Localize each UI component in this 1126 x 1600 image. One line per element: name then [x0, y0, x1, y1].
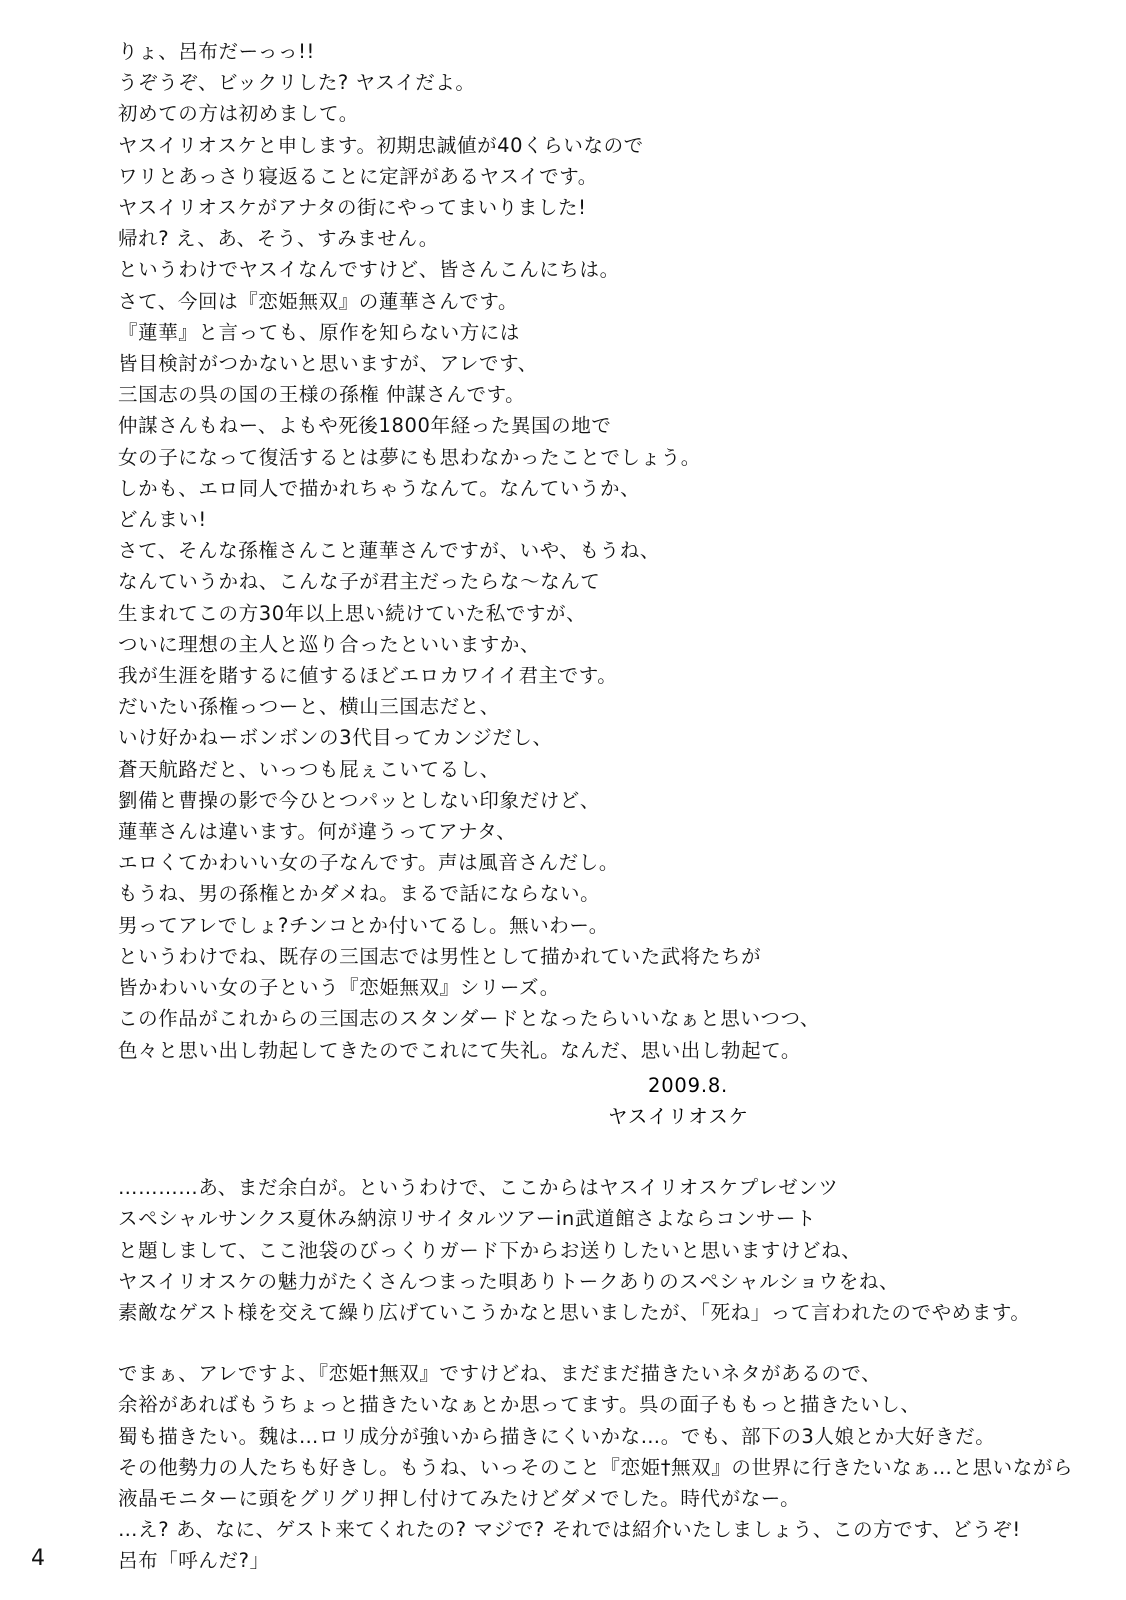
text-line: うぞうぞ、ビックリした? ヤスイだよ。 [118, 71, 476, 95]
text-line: 三国志の呉の国の王様の孫権 仲謀さんです。 [118, 383, 526, 407]
text-line: 女の子になって復活するとは夢にも思わなかったことでしょう。 [118, 445, 701, 469]
text-line: なんていうかね、こんな子が君主だったらな～なんて [118, 570, 601, 594]
text-line: さて、今回は『恋姫無双』の蓮華さんです。 [118, 289, 519, 313]
signature-date: 2009.8. [648, 1073, 729, 1097]
text-line: 蓮華さんは違います。何が違うってアナタ、 [118, 820, 517, 844]
text-line: 生まれてこの方30年以上思い続けていた私ですが、 [118, 601, 587, 625]
text-line: りょ、呂布だーっっ!! [118, 40, 315, 63]
text-line: スペシャルサンクス夏休み納涼リサイタルツアーin武道館さよならコンサート [118, 1207, 817, 1231]
text-line: 『蓮華』と言っても、原作を知らない方には [118, 320, 521, 344]
text-line: 呂布「呼んだ?」 [118, 1549, 270, 1573]
text-line: ワリとあっさり寝返ることに定評があるヤスイです。 [118, 164, 598, 188]
text-line: 劉備と曹操の影で今ひとつパッとしない印象だけど、 [118, 788, 601, 812]
text-line: いけ好かねーボンボンの3代目ってカンジだし、 [118, 726, 553, 750]
text-line: 液晶モニターに頭をグリグリ押し付けてみたけどダメでした。時代がなー。 [118, 1486, 801, 1510]
text-line: でまぁ、アレですよ、『恋姫†無双』ですけどね、まだまだ描きたいネタがあるので、 [118, 1362, 882, 1386]
text-line: というわけでね、既存の三国志では男性として描かれていた武将たちが [118, 944, 762, 968]
text-line: ヤスイリオスケがアナタの街にやってまいりました! [118, 196, 587, 220]
text-line: 皆目検討がつかないと思いますが、アレです、 [118, 352, 538, 376]
text-line: もうね、男の孫権とかダメね。まるで話にならない。 [118, 882, 601, 906]
text-line: 皆かわいい女の子という『恋姫無双』シリーズ。 [118, 976, 560, 1000]
text-line: …え? あ、なに、ゲスト来てくれたの? マジで? それでは紹介いたしましょう、この方です、どうぞ! [118, 1518, 1021, 1542]
afterword-paragraph-1 [118, 36, 1018, 1066]
text-line: しかも、エロ同人で描かれちゃうなんて。なんていうか、 [118, 476, 641, 500]
text-line: というわけでヤスイなんですけど、皆さんこんにちは。 [118, 258, 620, 282]
text-line: さて、そんな孫権さんこと蓮華さんですが、いや、もうね、 [118, 539, 660, 563]
text-line: ついに理想の主人と巡り合ったといいますか、 [118, 632, 541, 656]
spacer [118, 1132, 1018, 1172]
signature-block [118, 1070, 1018, 1132]
text-line: …………あ、まだ余白が。というわけで、ここからはヤスイリオスケプレゼンツ [118, 1176, 839, 1200]
text-line: 蒼天航路だと、いっつも屁ぇこいてるし、 [118, 757, 500, 781]
page-number: 4 [31, 1546, 45, 1571]
text-line: 色々と思い出し勃起してきたのでこれにて失礼。なんだ、思い出し勃起て。 [118, 1038, 802, 1062]
text-line: その他勢力の人たちも好きし。もうね、いっそのこと『恋姫†無双』の世界に行きたいなぁ…と思いながら [118, 1455, 1074, 1479]
text-line: だいたい孫権っつーと、横山三国志だと、 [118, 695, 500, 719]
text-line: この作品がこれからの三国志のスタンダードとなったらいいなぁと思いつつ、 [118, 1007, 820, 1031]
spacer [118, 1328, 1018, 1358]
text-line: 初めての方は初めまして。 [118, 102, 359, 126]
afterword-paragraph-2 [118, 1172, 1031, 1328]
text-line: 素敵なゲスト様を交えて繰り広げていこうかなと思いましたが、「死ね」って言われたのでやめます。 [118, 1300, 1031, 1324]
text-line: ヤスイリオスケと申します。初期忠誠値が40くらいなので [118, 133, 644, 157]
text-line: 我が生涯を賭するに値するほどエロカワイイ君主です。 [118, 664, 618, 688]
text-line: 蜀も描きたい。魏は…ロリ成分が強いから描きにくいかな…。でも、部下の3人娘とか大好きだ。 [118, 1424, 996, 1448]
afterword-body [118, 36, 1074, 1577]
signature-name: ヤスイリオスケ [608, 1104, 749, 1128]
text-line: と題しまして、ここ池袋のびっくりガード下からお送りしたいと思いますけどね、 [118, 1238, 862, 1262]
afterword-paragraph-3 [118, 1358, 1074, 1576]
text-line: エロくてかわいい女の子なんです。声は風音さんだし。 [118, 851, 619, 875]
text-line: ヤスイリオスケの魅力がたくさんつまった唄ありトークありのスペシャルショウをね、 [118, 1269, 900, 1293]
text-line: 余裕があればもうちょっと描きたいなぁとか思ってます。呉の面子ももっと描きたいし、 [118, 1393, 921, 1417]
text-line: 帰れ? え、あ、そう、すみません。 [118, 227, 439, 251]
text-line: 男ってアレでしょ?チンコとか付いてるし。無いわー。 [118, 913, 609, 937]
text-line: どんまい! [118, 508, 207, 532]
text-line: 仲謀さんもねー、よもや死後1800年経った異国の地で [118, 414, 612, 438]
